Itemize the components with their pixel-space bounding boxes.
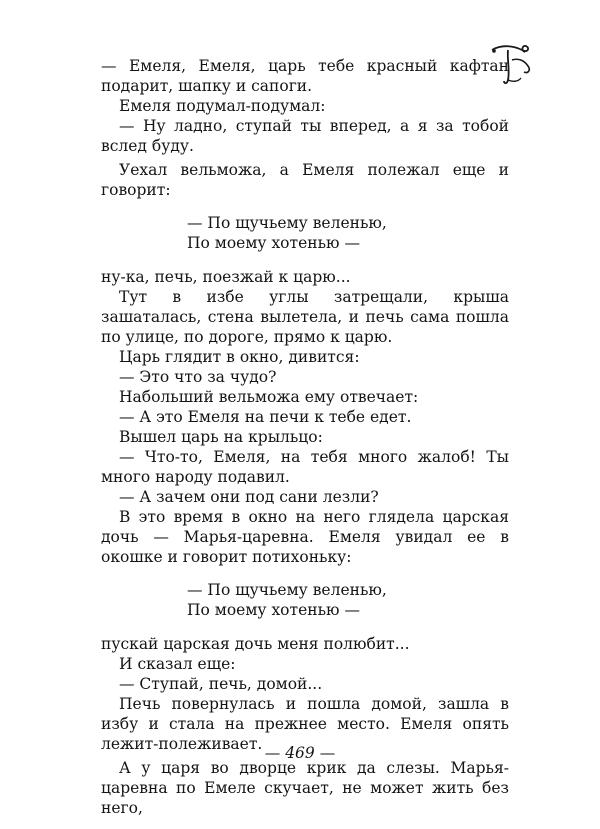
verse-line: — По щучьему веленью, — [187, 214, 387, 232]
verse-incantation — [187, 213, 509, 253]
paragraph: ну-ка, печь, поезжай к царю... — [101, 268, 351, 286]
paragraph: — Это что за чудо? — [119, 368, 277, 386]
paragraph: И сказал еще: — [119, 655, 236, 673]
paragraph: В это время в окно на него глядела царская дочь — Марья-царевна. Емеля увидал ее в окошке и говорит потихоньку: — [101, 508, 509, 566]
paragraph: Печь повернулась и пошла домой, зашла в избу и стала на прежнее место. Емеля опять лежит-полеживает. — [101, 695, 509, 753]
paragraph: Емеля подумал-подумал: — [119, 97, 326, 115]
paragraph: — Ступай, печь, домой... — [119, 675, 323, 693]
paragraph: Уехал вельможа, а Емеля полежал еще и говорит: — [101, 161, 509, 199]
paragraph: Набольший вельможа ему отвечает: — [119, 388, 419, 406]
paragraph: — Емеля, Емеля, царь тебе красный кафтан подарит, шапку и сапоги. — [101, 57, 509, 95]
verse-line: — По щучьему веленью, — [187, 581, 387, 599]
paragraph: Тут в избе углы затрещали, крыша зашаталась, стена вылетела, и печь сама пошла по улице, по дороге, прямо к царю. — [101, 288, 509, 346]
paragraph: Царь глядит в окно, дивится: — [119, 348, 360, 366]
story-text — [101, 56, 509, 818]
paragraph: А у царя во дворце крик да слезы. Марья-царевна по Емеле скучает, не может жить без него, — [101, 759, 509, 817]
verse-line: По моему хотенью — — [187, 601, 360, 619]
page-number: — 469 — — [264, 744, 336, 762]
verse-line: По моему хотенью — — [187, 234, 360, 252]
paragraph: — Что-то, Емеля, на тебя много жалоб! Ты много народу подавил. — [101, 448, 509, 486]
paragraph: Вышел царь на крыльцо: — [119, 428, 323, 446]
paragraph: — А зачем они под сани лезли? — [119, 488, 379, 506]
paragraph: — Ну ладно, ступай ты вперед, а я за тобой вслед буду. — [101, 117, 509, 155]
paragraph: пускай царская дочь меня полюбит... — [101, 635, 410, 653]
paragraph: — А это Емеля на печи к тебе едет. — [119, 408, 412, 426]
verse-incantation — [187, 580, 509, 620]
